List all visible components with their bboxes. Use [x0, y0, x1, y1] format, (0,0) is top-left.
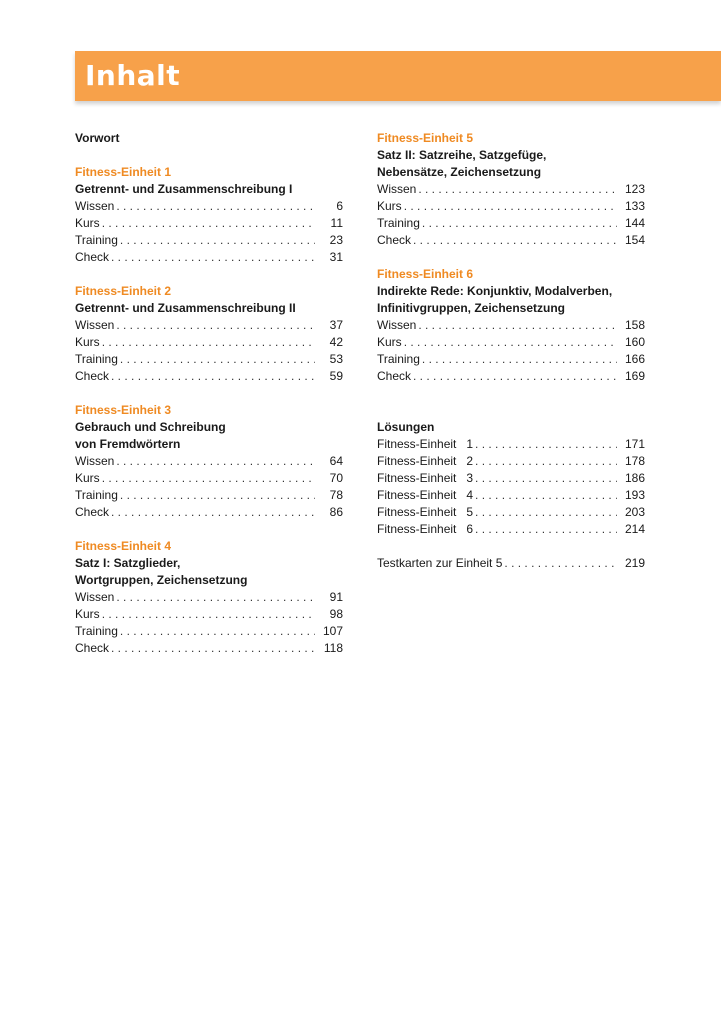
toc-leader — [102, 470, 315, 487]
unit-title[interactable]: Fitness-Einheit 1 — [75, 165, 172, 179]
toc-leader — [116, 198, 315, 215]
toc-page-number: 214 — [624, 522, 645, 536]
toc-entry[interactable] — [377, 351, 645, 368]
toc-entry-label: Kurs — [75, 607, 100, 621]
toc-entry[interactable] — [75, 470, 343, 487]
toc-entry[interactable] — [75, 351, 343, 368]
toc-entry-label: Wissen — [377, 318, 417, 332]
toc-entry-label: Training — [75, 624, 118, 638]
unit-subtitle: Infinitivgruppen, Zeichensetzung — [377, 301, 566, 315]
toc-entry-label: Kurs — [75, 216, 100, 230]
toc-page-number: 107 — [322, 624, 343, 638]
toc-leader — [120, 623, 315, 640]
toc-page-number: 178 — [624, 454, 645, 468]
toc-entry[interactable] — [75, 198, 343, 215]
toc-entry-label: Training — [75, 352, 118, 366]
toc-entry[interactable] — [75, 640, 343, 657]
toc-page-number: 171 — [624, 437, 645, 451]
unit-subtitle: Gebrauch und Schreibung — [75, 420, 226, 434]
toc-leader — [102, 215, 315, 232]
toc-leader — [404, 198, 617, 215]
toc-page-number: 53 — [329, 352, 343, 366]
toc-entry[interactable] — [377, 453, 645, 470]
toc-page-number: 42 — [329, 335, 343, 349]
toc-leader — [413, 232, 617, 249]
toc-leader — [120, 487, 315, 504]
toc-entry-label: Kurs — [75, 471, 100, 485]
toc-entry-label: Fitness-Einheit 5 — [377, 505, 474, 519]
toc-entry-label: Fitness-Einheit 3 — [377, 471, 474, 485]
solutions-title[interactable]: Lösungen — [377, 420, 435, 434]
toc-entry-label: Training — [75, 488, 118, 502]
unit-title[interactable]: Fitness-Einheit 3 — [75, 403, 172, 417]
toc-entry-label: Check — [377, 369, 412, 383]
header-bar — [75, 51, 721, 101]
toc-entry[interactable] — [75, 334, 343, 351]
toc-page-number: 166 — [624, 352, 645, 366]
toc-leader — [422, 351, 617, 368]
toc-leader — [111, 368, 315, 385]
toc-leader — [413, 368, 617, 385]
toc-entry-label: Check — [75, 250, 110, 264]
toc-entry[interactable] — [377, 521, 645, 538]
toc-page-number: 23 — [329, 233, 343, 247]
toc-entry-testkarten[interactable] — [377, 555, 645, 572]
toc-leader — [475, 487, 617, 504]
toc-page-number: 86 — [329, 505, 343, 519]
toc-entry-label: Kurs — [75, 335, 100, 349]
toc-entry[interactable] — [377, 436, 645, 453]
toc-page-number: 186 — [624, 471, 645, 485]
toc-leader — [418, 317, 617, 334]
toc-page-number: 123 — [624, 182, 645, 196]
toc-page-number: 118 — [323, 641, 343, 655]
toc-entry[interactable] — [377, 317, 645, 334]
toc-entry-label: Check — [377, 233, 412, 247]
unit-subtitle: Satz II: Satzreihe, Satzgefüge, — [377, 148, 547, 162]
toc-leader — [504, 555, 617, 572]
toc-leader — [475, 436, 617, 453]
toc-page-number: 11 — [330, 216, 343, 230]
toc-page-number: 98 — [329, 607, 343, 621]
page-title: Inhalt — [85, 59, 181, 92]
toc-leader — [102, 334, 315, 351]
toc-entry-label: Wissen — [75, 454, 115, 468]
unit-subtitle: Nebensätze, Zeichensetzung — [377, 165, 542, 179]
toc-entry[interactable] — [377, 470, 645, 487]
toc-entry[interactable] — [75, 453, 343, 470]
toc-entry-label: Fitness-Einheit 2 — [377, 454, 474, 468]
toc-entry[interactable] — [75, 504, 343, 521]
unit-title[interactable]: Fitness-Einheit 4 — [75, 539, 172, 553]
toc-page-number: 154 — [624, 233, 645, 247]
toc-page-number: 160 — [624, 335, 645, 349]
toc-page-number: 70 — [329, 471, 343, 485]
toc-page-number: 203 — [624, 505, 645, 519]
toc-page-number: 59 — [329, 369, 343, 383]
toc-entry[interactable] — [75, 606, 343, 623]
toc-entry[interactable] — [75, 487, 343, 504]
toc-entry-label: Check — [75, 505, 110, 519]
toc-page-number: 193 — [624, 488, 645, 502]
toc-leader — [475, 504, 617, 521]
toc-page-number: 169 — [624, 369, 645, 383]
toc-entry[interactable] — [75, 317, 343, 334]
unit-title[interactable]: Fitness-Einheit 2 — [75, 284, 172, 298]
unit-subtitle: Satz I: Satzglieder, — [75, 556, 181, 570]
toc-entry[interactable] — [75, 232, 343, 249]
toc-entry[interactable] — [75, 249, 343, 266]
toc-page-number: 6 — [336, 199, 343, 213]
toc-leader — [102, 606, 315, 623]
toc-entry[interactable] — [377, 487, 645, 504]
toc-page-number: 144 — [624, 216, 645, 230]
unit-title[interactable]: Fitness-Einheit 6 — [377, 267, 474, 281]
unit-subtitle: Indirekte Rede: Konjunktiv, Modalverben, — [377, 284, 613, 298]
toc-page-number: 78 — [329, 488, 343, 502]
toc-entry[interactable] — [75, 368, 343, 385]
toc-entry[interactable] — [377, 198, 645, 215]
toc-entry-label: Fitness-Einheit 4 — [377, 488, 474, 502]
toc-entry-label: Testkarten zur Einheit 5 — [377, 556, 503, 570]
toc-entry-label: Wissen — [75, 318, 115, 332]
toc-entry[interactable] — [377, 215, 645, 232]
toc-entry-label: Kurs — [377, 199, 402, 213]
toc-entry[interactable] — [377, 504, 645, 521]
toc-entry[interactable] — [75, 589, 343, 606]
toc-entry-label: Check — [75, 641, 110, 655]
unit-title[interactable]: Fitness-Einheit 5 — [377, 131, 474, 145]
unit-subtitle: von Fremdwörtern — [75, 437, 181, 451]
toc-entry-label: Wissen — [75, 590, 115, 604]
toc-leader — [404, 334, 617, 351]
toc-leader — [116, 317, 315, 334]
unit-subtitle: Getrennt- und Zusammenschreibung II — [75, 301, 296, 315]
unit-subtitle: Wortgruppen, Zeichensetzung — [75, 573, 248, 587]
toc-leader — [111, 640, 315, 657]
toc-entry-label: Training — [377, 216, 420, 230]
toc-entry[interactable] — [377, 232, 645, 249]
toc-leader — [111, 249, 315, 266]
toc-entry-label: Training — [377, 352, 420, 366]
toc-entry[interactable] — [377, 334, 645, 351]
toc-leader — [418, 181, 617, 198]
toc-entry[interactable] — [75, 623, 343, 640]
toc-page-number: 37 — [329, 318, 343, 332]
toc-entry-label: Check — [75, 369, 110, 383]
toc-leader — [475, 453, 617, 470]
toc-page-number: 219 — [624, 556, 645, 570]
toc-page-number: 31 — [329, 250, 343, 264]
toc-entry[interactable] — [75, 215, 343, 232]
toc-entry-label: Kurs — [377, 335, 402, 349]
toc-leader — [475, 470, 617, 487]
toc-entry-label: Wissen — [75, 199, 115, 213]
toc-page-number: 133 — [624, 199, 645, 213]
toc-entry-label: Fitness-Einheit 6 — [377, 522, 474, 536]
toc-leader — [475, 521, 617, 538]
toc-page-number: 158 — [624, 318, 645, 332]
unit-subtitle: Getrennt- und Zusammenschreibung I — [75, 182, 293, 196]
toc-leader — [111, 504, 315, 521]
toc-page-number: 91 — [329, 590, 343, 604]
toc-entry-label: Training — [75, 233, 118, 247]
toc-leader — [120, 232, 315, 249]
toc-entry[interactable] — [377, 181, 645, 198]
toc-left-column — [75, 130, 343, 657]
toc-leader — [422, 215, 617, 232]
toc-leader — [116, 453, 315, 470]
toc-entry-label: Fitness-Einheit 1 — [377, 437, 474, 451]
toc-entry-label: Wissen — [377, 182, 417, 196]
toc-entry[interactable] — [377, 368, 645, 385]
toc-leader — [120, 351, 315, 368]
toc-right-column — [377, 130, 645, 572]
toc-vorwort[interactable]: Vorwort — [75, 131, 120, 145]
toc-leader — [116, 589, 315, 606]
toc-page-number: 64 — [329, 454, 343, 468]
